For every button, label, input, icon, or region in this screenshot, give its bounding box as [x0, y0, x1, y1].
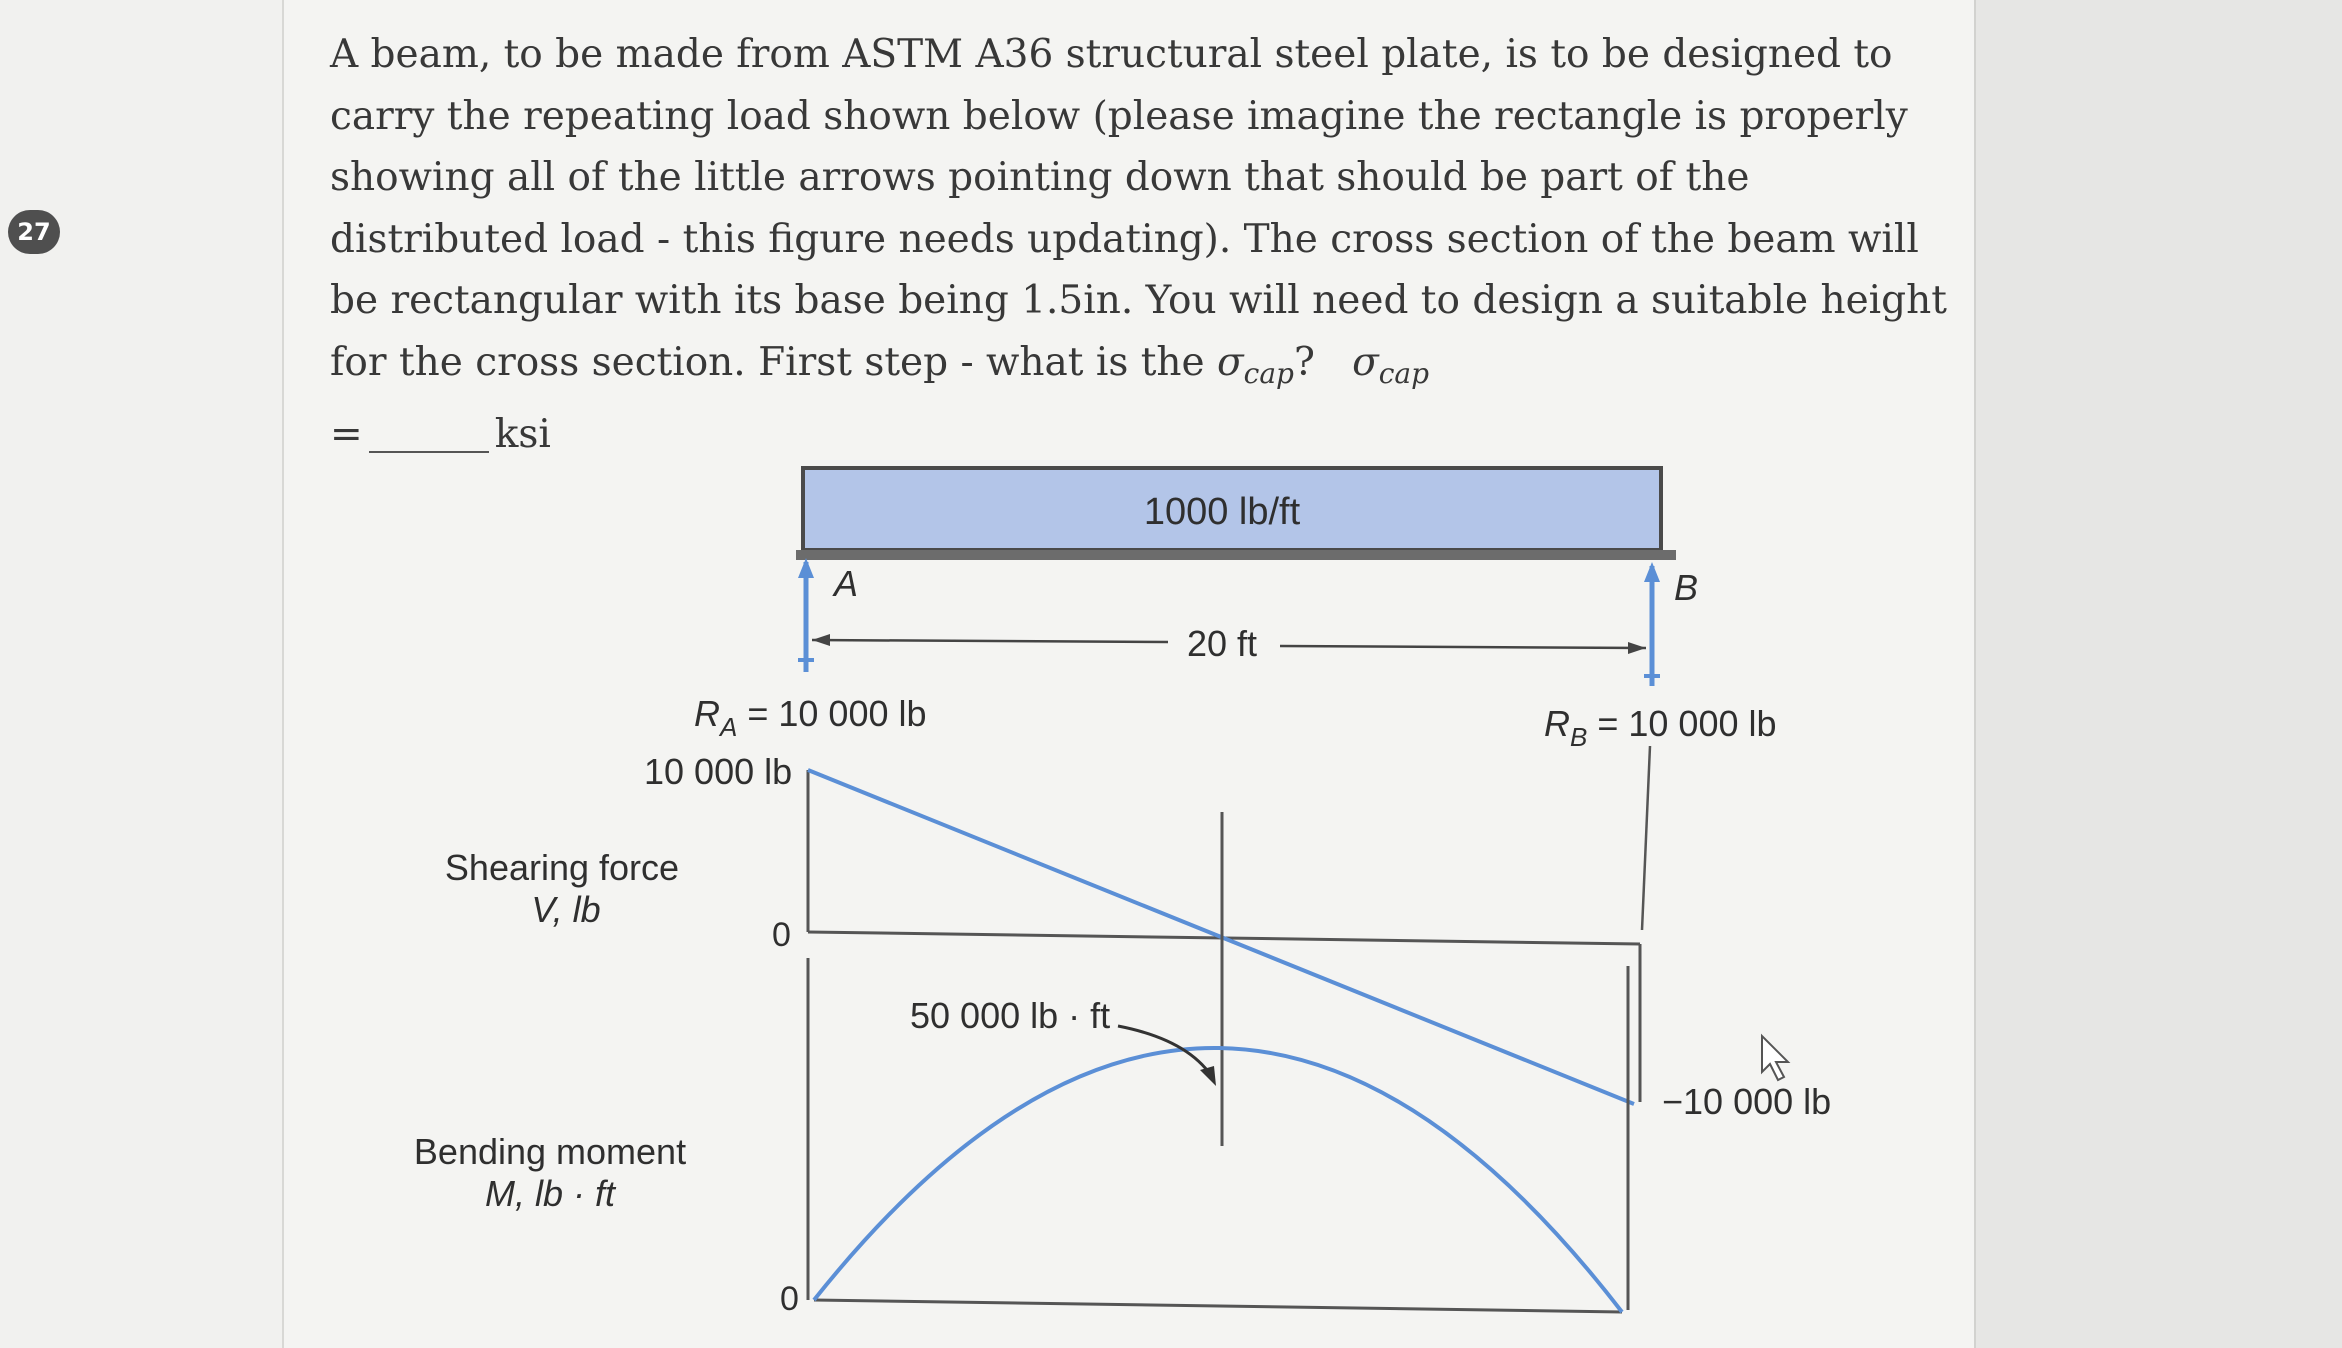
sigma-symbol-answer: σ: [1352, 339, 1379, 385]
cursor-icon: [1762, 1036, 1788, 1080]
reaction-a-label: $R_A = 10$ 000 lb: [694, 693, 927, 742]
question-number-badge: 27: [8, 210, 60, 254]
moment-baseline: [814, 1300, 1622, 1312]
question-body: A beam, to be made from ASTM A36 structural steel plate, is to be designed to carry the repeating load shown below (please imagine the rectangle is properly showing all of the little arrows pointing down that should be part of the distributed load - this figure needs updating). The cross section of the beam will be rectangular with its base being 1.5in. You will need to design a suitable height for the cross section. First step - what is the: [330, 32, 1947, 385]
support-a-label: A: [834, 563, 859, 604]
shear-subtitle: V, lb: [531, 889, 601, 930]
reaction-b-label: $R_B = 10$ 000 lb: [1544, 703, 1777, 752]
moment-zero-label: 0: [780, 1280, 799, 1318]
moment-curve: [814, 1048, 1622, 1312]
support-a-arrow: [798, 558, 814, 672]
question-mark: ?: [1293, 339, 1315, 385]
moment-peak-label: 50 000 lb · ft: [910, 995, 1111, 1036]
shear-min-label: −10 000 lb: [1662, 1081, 1832, 1122]
support-b-arrow: [1644, 562, 1660, 686]
shear-zero-label: 0: [772, 916, 791, 954]
answer-unit: ksi: [494, 412, 551, 457]
moment-title: Bending moment: [413, 1131, 687, 1172]
load-label: 1000 lb/ft: [1143, 491, 1301, 533]
moment-peak-pointer-head: [1200, 1066, 1216, 1086]
span-label: 20 ft: [1186, 623, 1258, 664]
shear-max-label: 10 000 lb: [644, 751, 793, 792]
shear-title: Shearing force: [444, 847, 680, 888]
sigma-symbol: σ: [1217, 339, 1244, 385]
sigma-subscript-answer: cap: [1378, 356, 1430, 390]
moment-subtitle: M, lb · ft: [484, 1173, 616, 1214]
beam: [796, 550, 1676, 560]
support-b-label: B: [1674, 567, 1699, 608]
shear-right-tick: [1642, 746, 1650, 930]
sigma-subscript: cap: [1243, 356, 1294, 390]
equals-sign: =: [330, 412, 363, 457]
